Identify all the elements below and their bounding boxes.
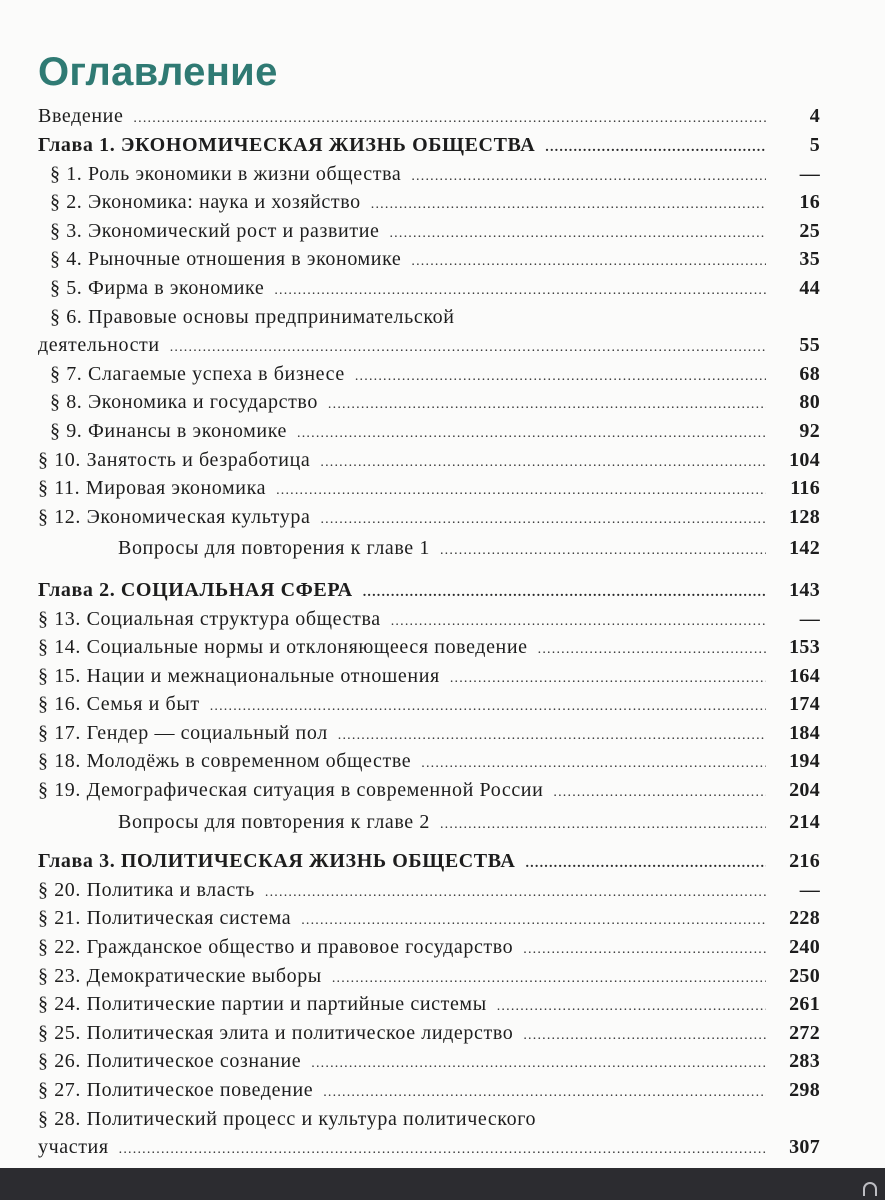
toc-entry-label: § 3. Экономический рост и развитие bbox=[50, 219, 380, 242]
toc-entry-paragraph-2[interactable] bbox=[38, 188, 820, 217]
toc-entry-paragraph-28[interactable] bbox=[38, 1105, 820, 1162]
toc-entry-line bbox=[38, 1133, 820, 1162]
toc-entry-label: § 7. Слагаемые успеха в бизнесе bbox=[50, 362, 345, 385]
toc-entry-label: § 4. Рыночные отношения в экономике bbox=[50, 248, 402, 271]
dot-leader bbox=[297, 420, 766, 449]
toc-page-number: 174 bbox=[789, 693, 820, 716]
dot-leader bbox=[440, 537, 766, 566]
dot-leader bbox=[274, 277, 766, 306]
toc-entry-chapter-1[interactable] bbox=[38, 131, 820, 160]
dot-leader bbox=[323, 1079, 766, 1108]
dot-leader bbox=[332, 965, 766, 994]
toc-page-number: 204 bbox=[789, 779, 820, 802]
dot-leader bbox=[210, 693, 766, 722]
toc-page-number: — bbox=[799, 878, 820, 901]
toc-entry-paragraph-14[interactable] bbox=[38, 633, 820, 662]
toc-entry-paragraph-16[interactable] bbox=[38, 690, 820, 719]
toc-entry-label: Глава 1. ЭКОНОМИЧЕСКАЯ ЖИЗНЬ ОБЩЕСТВА bbox=[38, 134, 536, 156]
toc-entry-line bbox=[38, 331, 820, 360]
toc-entry-label: § 17. Гендер — социальный пол bbox=[38, 721, 328, 744]
dot-leader bbox=[355, 363, 766, 392]
toc-entry-paragraph-25[interactable] bbox=[38, 1019, 820, 1048]
toc-entry-paragraph-6[interactable] bbox=[38, 303, 820, 360]
dot-leader bbox=[338, 722, 766, 751]
dot-leader bbox=[311, 1050, 766, 1079]
dot-leader bbox=[421, 750, 766, 779]
toc-entry-label: Введение bbox=[38, 105, 124, 127]
dot-leader bbox=[411, 163, 766, 192]
toc-entry-label: § 12. Экономическая культура bbox=[38, 505, 311, 528]
toc-entry-paragraph-11[interactable] bbox=[38, 474, 820, 503]
toc-entry-paragraph-3[interactable] bbox=[38, 217, 820, 246]
toc-page-number: 214 bbox=[789, 810, 820, 833]
toc-page-number: 128 bbox=[789, 505, 820, 528]
toc-entry-label: § 13. Социальная структура общества bbox=[38, 607, 381, 630]
toc-entry-label: § 15. Нации и межнациональные отношения bbox=[38, 664, 440, 687]
toc-page-number: 44 bbox=[799, 276, 820, 299]
toc-entry-paragraph-18[interactable] bbox=[38, 747, 820, 776]
dot-leader bbox=[170, 334, 766, 363]
toc-entry-label-continuation: участия bbox=[38, 1136, 109, 1159]
toc-entry-label: § 23. Демократические выборы bbox=[38, 964, 322, 987]
toc-page-number: 298 bbox=[789, 1079, 820, 1101]
toc-entry-label: § 28. Политический процесс и культура политического bbox=[38, 1107, 537, 1130]
toc-page-number: 4 bbox=[809, 105, 820, 127]
toc-entry-line bbox=[38, 303, 820, 332]
toc-page-number: 16 bbox=[799, 191, 820, 214]
dot-leader bbox=[119, 1136, 766, 1165]
toc-entry-label: § 11. Мировая экономика bbox=[38, 477, 267, 500]
toc-entry-paragraph-8[interactable] bbox=[38, 388, 820, 417]
toc-page-number: 55 bbox=[799, 334, 820, 357]
toc-entry-label: § 18. Молодёжь в современном обществе bbox=[38, 750, 412, 773]
toc-entry-label: § 2. Экономика: наука и хозяйство bbox=[50, 191, 361, 214]
toc-entry-review-chapter-1[interactable] bbox=[38, 534, 820, 563]
toc-entry-label: § 24. Политические партии и партийные системы bbox=[38, 993, 487, 1016]
dot-leader bbox=[276, 477, 766, 506]
toc-entry-label: Глава 3. ПОЛИТИЧЕСКАЯ ЖИЗНЬ ОБЩЕСТВА bbox=[38, 850, 516, 873]
toc-entry-review-chapter-2[interactable] bbox=[38, 808, 820, 837]
toc-page-number: — bbox=[799, 162, 820, 185]
toc-entry-paragraph-13[interactable] bbox=[38, 605, 820, 634]
toc-entry-paragraph-22[interactable] bbox=[38, 933, 820, 962]
toc-page-number: 80 bbox=[799, 391, 820, 414]
toc-entry-label: § 20. Политика и власть bbox=[38, 878, 255, 901]
table-of-contents bbox=[38, 103, 820, 1162]
dot-leader bbox=[371, 191, 766, 220]
dot-leader bbox=[363, 579, 766, 608]
toc-entry-label: § 22. Гражданское общество и правовое государство bbox=[38, 936, 514, 959]
toc-page-number: 228 bbox=[789, 907, 820, 930]
toc-entry-paragraph-17[interactable] bbox=[38, 719, 820, 748]
toc-entry-chapter-3[interactable] bbox=[38, 847, 820, 876]
toc-entry-label: Вопросы для повторения к главе 2 bbox=[118, 810, 430, 833]
dot-leader bbox=[320, 506, 766, 535]
toc-page-number: 116 bbox=[790, 477, 820, 500]
toc-page-number: 92 bbox=[799, 419, 820, 442]
toc-page-number: 153 bbox=[789, 636, 820, 659]
dot-leader bbox=[523, 936, 766, 965]
dot-leader bbox=[411, 248, 766, 277]
toc-entry-paragraph-27[interactable] bbox=[38, 1076, 820, 1105]
dot-leader bbox=[391, 608, 766, 637]
toc-entry-label: § 9. Финансы в экономике bbox=[50, 419, 288, 442]
toc-entry-label: § 21. Политическая система bbox=[38, 907, 292, 930]
toc-entry-label: § 5. Фирма в экономике bbox=[50, 276, 265, 299]
dot-leader bbox=[523, 1022, 766, 1051]
toc-entry-paragraph-20[interactable] bbox=[38, 876, 820, 905]
toc-entry-label: § 14. Социальные нормы и отклоняющееся поведение bbox=[38, 636, 528, 659]
dot-leader bbox=[320, 449, 766, 478]
toc-page-number: 261 bbox=[789, 993, 820, 1016]
dot-leader bbox=[538, 636, 766, 665]
toc-entry-paragraph-1[interactable] bbox=[38, 160, 820, 189]
toc-page-number: 35 bbox=[799, 248, 820, 271]
toc-entry-paragraph-9[interactable] bbox=[38, 417, 820, 446]
toc-entry-label-continuation: деятельности bbox=[38, 334, 160, 357]
page-title: Оглавление bbox=[38, 50, 278, 94]
toc-entry-paragraph-23[interactable] bbox=[38, 962, 820, 991]
toc-page-number: 240 bbox=[789, 936, 820, 959]
dot-leader bbox=[301, 907, 766, 936]
toc-entry-paragraph-12[interactable] bbox=[38, 503, 820, 532]
dot-leader bbox=[328, 391, 766, 420]
toc-entry-paragraph-5[interactable] bbox=[38, 274, 820, 303]
toc-entry-introduction[interactable] bbox=[38, 103, 820, 129]
toc-entry-label: § 26. Политическое сознание bbox=[38, 1050, 302, 1073]
toc-page-number: 104 bbox=[789, 448, 820, 471]
toc-entry-label: § 27. Политическое поведение bbox=[38, 1079, 314, 1101]
toc-entry-label: § 19. Демографическая ситуация в современной России bbox=[38, 779, 544, 802]
toc-entry-label: § 8. Экономика и государство bbox=[50, 391, 318, 414]
toc-entry-label: Глава 2. СОЦИАЛЬНАЯ СФЕРА bbox=[38, 578, 353, 601]
dot-leader bbox=[133, 106, 766, 132]
toc-entry-paragraph-15[interactable] bbox=[38, 662, 820, 691]
bottom-toolbar bbox=[0, 1168, 885, 1200]
dot-leader bbox=[389, 220, 766, 249]
toc-page-number: 250 bbox=[789, 964, 820, 987]
toc-page-number: 142 bbox=[789, 537, 820, 560]
toc-entry-label: § 25. Политическая элита и политическое лидерство bbox=[38, 1021, 514, 1044]
dot-leader bbox=[553, 779, 766, 808]
toc-entry-paragraph-24[interactable] bbox=[38, 990, 820, 1019]
toc-entry-paragraph-7[interactable] bbox=[38, 360, 820, 389]
toc-entry-paragraph-4[interactable] bbox=[38, 245, 820, 274]
toc-entry-paragraph-19[interactable] bbox=[38, 776, 820, 805]
toc-page-number: 143 bbox=[789, 578, 820, 601]
toc-page-number: 5 bbox=[809, 134, 820, 156]
toc-page-number: 164 bbox=[789, 664, 820, 687]
toc-page-number: — bbox=[799, 607, 820, 630]
toc-page-number: 216 bbox=[789, 850, 820, 873]
partial-icon[interactable] bbox=[863, 1182, 877, 1196]
dot-leader bbox=[265, 879, 766, 908]
dot-leader bbox=[525, 850, 766, 879]
dot-leader bbox=[545, 134, 766, 163]
toc-page-number: 25 bbox=[799, 219, 820, 242]
toc-page-number: 194 bbox=[789, 750, 820, 773]
dot-leader bbox=[497, 993, 766, 1022]
toc-entry-chapter-2[interactable] bbox=[38, 576, 820, 605]
toc-entry-line bbox=[38, 1105, 820, 1134]
toc-entry-paragraph-21[interactable] bbox=[38, 904, 820, 933]
toc-entry-label: § 16. Семья и быт bbox=[38, 693, 200, 716]
toc-page-number: 307 bbox=[789, 1136, 820, 1159]
toc-entry-label: § 10. Занятость и безработица bbox=[38, 448, 311, 471]
dot-leader bbox=[450, 665, 766, 694]
toc-entry-label: § 6. Правовые основы предпринимательской bbox=[50, 305, 455, 328]
toc-entry-paragraph-26[interactable] bbox=[38, 1047, 820, 1076]
dot-leader bbox=[440, 811, 766, 840]
toc-page-number: 68 bbox=[799, 362, 820, 385]
toc-page-number: 184 bbox=[789, 721, 820, 744]
toc-entry-label: § 1. Роль экономики в жизни общества bbox=[50, 162, 402, 185]
toc-entry-paragraph-10[interactable] bbox=[38, 446, 820, 475]
toc-page-number: 283 bbox=[789, 1050, 820, 1073]
toc-entry-label: Вопросы для повторения к главе 1 bbox=[118, 537, 430, 560]
toc-page-number: 272 bbox=[789, 1021, 820, 1044]
